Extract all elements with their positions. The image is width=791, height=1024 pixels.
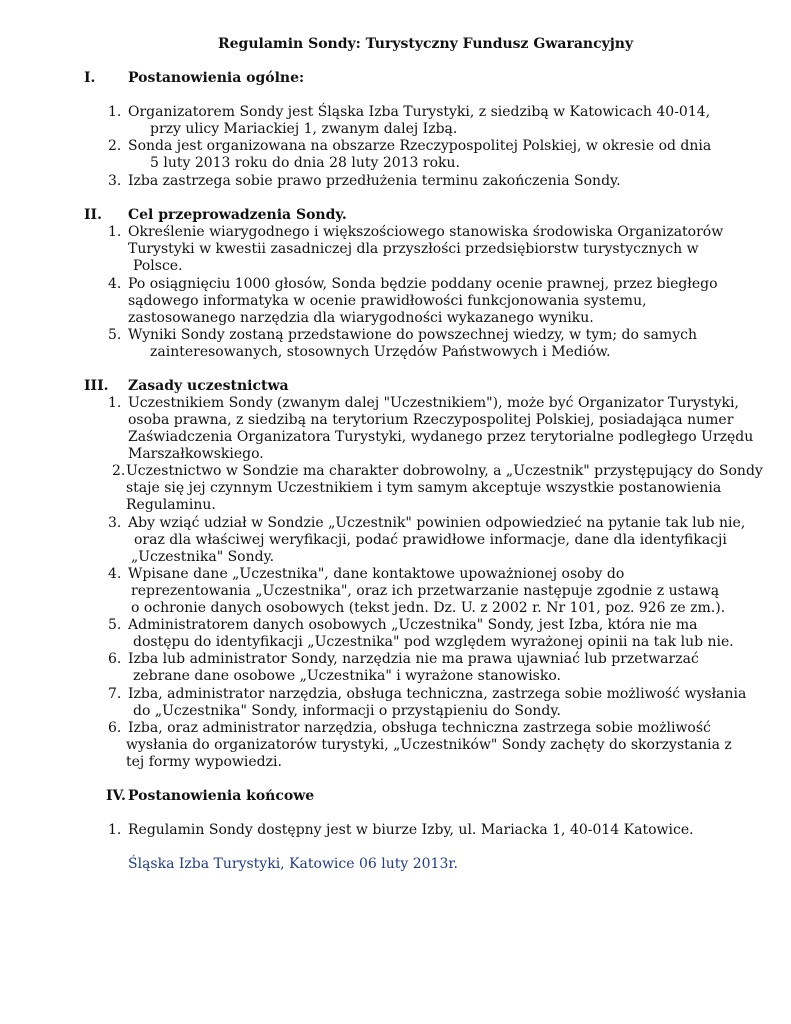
- list-item-line: Polsce.: [133, 258, 183, 274]
- list-item-line: oraz dla właściwej weryfikacji, podać prawidłowe informacje, dane dla identyfikacji: [134, 532, 727, 548]
- list-item-number: 4.: [108, 276, 122, 292]
- list-item-number: 7.: [108, 686, 122, 702]
- list-item-line: Izba zastrzega sobie prawo przedłużenia terminu zakończenia Sondy.: [128, 173, 621, 189]
- list-item-line: Zaświadczenia Organizatora Turystyki, wydanego przez terytorialne podległego Urzędu: [128, 429, 754, 445]
- list-item-line: Regulaminu.: [126, 497, 216, 513]
- list-item-number: 1.: [108, 822, 122, 838]
- section-numeral: IV.: [106, 788, 126, 804]
- list-item-number: 1.: [108, 104, 122, 120]
- list-item-line: przy ulicy Mariackiej 1, zwanym dalej Izbą.: [150, 121, 458, 137]
- list-item-line: Wyniki Sondy zostaną przedstawione do powszechnej wiedzy, w tym; do samych: [128, 327, 697, 343]
- signature-line: Śląska Izba Turystyki, Katowice 06 luty 2013r.: [128, 856, 458, 872]
- section-heading: Zasady uczestnictwa: [128, 378, 289, 394]
- list-item-line: tej formy wypowiedzi.: [126, 754, 282, 770]
- list-item-line: dostępu do identyfikacji „Uczestnika" pod względem wyrażonej opinii na tak lub nie.: [133, 634, 734, 650]
- section-numeral: II.: [84, 207, 102, 223]
- list-item-number: 2.: [108, 138, 122, 154]
- list-item-number: 4.: [108, 566, 122, 582]
- document-title: Regulamin Sondy: Turystyczny Fundusz Gwarancyjny: [218, 36, 634, 52]
- list-item-line: sądowego informatyka w ocenie prawidłowości funkcjonowania systemu,: [128, 293, 647, 309]
- list-item-line: Administratorem danych osobowych „Uczestnika" Sondy, jest Izba, która nie ma: [128, 617, 698, 633]
- list-item-line: o ochronie danych osobowych (tekst jedn. Dz. U. z 2002 r. Nr 101, poz. 926 ze zm.).: [131, 600, 726, 616]
- list-item-line: do „Uczestnika" Sondy, informacji o przystąpieniu do Sondy.: [133, 703, 561, 719]
- list-item-line: zebrane dane osobowe „Uczestnika" i wyrażone stanowisko.: [133, 668, 561, 684]
- list-item-line: Po osiągnięciu 1000 głosów, Sonda będzie poddany ocenie prawnej, przez biegłego: [128, 276, 718, 292]
- list-item-line: Izba, administrator narzędzia, obsługa techniczna, zastrzega sobie możliwość wysłania: [128, 686, 747, 702]
- section-numeral: I.: [84, 70, 96, 86]
- list-item-line: Marszałkowskiego.: [128, 446, 264, 462]
- list-item-line: Wpisane dane „Uczestnika", dane kontaktowe upoważnionej osoby do: [128, 566, 625, 582]
- list-item-number: 6.: [108, 651, 122, 667]
- list-item-line: wysłania do organizatorów turystyki, „Uczestników" Sondy zachęty do skorzystania z: [126, 737, 732, 753]
- list-item-number: 2.: [112, 463, 126, 479]
- list-item-number: 3.: [108, 173, 122, 189]
- list-item-line: Aby wziąć udział w Sondzie „Uczestnik" powinien odpowiedzieć na pytanie tak lub nie,: [128, 515, 746, 531]
- list-item-line: Uczestnictwo w Sondzie ma charakter dobrowolny, a „Uczestnik" przystępujący do Sondy: [126, 463, 763, 479]
- list-item-line: „Uczestnika" Sondy.: [131, 549, 275, 565]
- list-item-number: 6.: [108, 720, 122, 736]
- list-item-number: 1.: [108, 395, 122, 411]
- list-item-line: 5 luty 2013 roku do dnia 28 luty 2013 roku.: [150, 155, 460, 171]
- list-item-line: Regulamin Sondy dostępny jest w biurze Izby, ul. Mariacka 1, 40-014 Katowice.: [128, 822, 694, 838]
- list-item-line: Określenie wiarygodnego i większościowego stanowiska środowiska Organizatorów: [128, 224, 724, 240]
- section-heading: Cel przeprowadzenia Sondy.: [128, 207, 347, 223]
- section-heading: Postanowienia ogólne:: [128, 70, 305, 86]
- list-item-line: zainteresowanych, stosownych Urzędów Państwowych i Mediów.: [150, 344, 611, 360]
- section-numeral: III.: [84, 378, 109, 394]
- list-item-line: Sonda jest organizowana na obszarze Rzeczypospolitej Polskiej, w okresie od dnia: [128, 138, 712, 154]
- list-item-line: staje się jej czynnym Uczestnikiem i tym samym akceptuje wszystkie postanowienia: [126, 480, 722, 496]
- list-item-line: osoba prawna, z siedzibą na terytorium Rzeczypospolitej Polskiej, posiadająca numer: [128, 412, 734, 428]
- list-item-line: Izba, oraz administrator narzędzia, obsługa techniczna zastrzega sobie możliwość: [128, 720, 711, 736]
- list-item-line: Turystyki w kwestii zasadniczej dla przyszłości przedsiębiorstw turystycznych w: [128, 241, 699, 257]
- list-item-line: zastosowanego narzędzia dla wiarygodności wykazanego wyniku.: [128, 310, 594, 326]
- section-heading: Postanowienia końcowe: [128, 788, 315, 804]
- list-item-number: 5.: [108, 327, 122, 343]
- list-item-line: Izba lub administrator Sondy, narzędzia nie ma prawa ujawniać lub przetwarzać: [128, 651, 699, 667]
- list-item-number: 5.: [108, 617, 122, 633]
- list-item-number: 1.: [108, 224, 122, 240]
- list-item-line: Organizatorem Sondy jest Śląska Izba Turystyki, z siedzibą w Katowicach 40-014,: [128, 104, 711, 120]
- list-item-number: 3.: [108, 515, 122, 531]
- list-item-line: Uczestnikiem Sondy (zwanym dalej "Uczestnikiem"), może być Organizator Turystyki,: [128, 395, 739, 411]
- list-item-line: reprezentowania „Uczestnika", oraz ich przetwarzanie następuje zgodnie z ustawą: [131, 583, 720, 599]
